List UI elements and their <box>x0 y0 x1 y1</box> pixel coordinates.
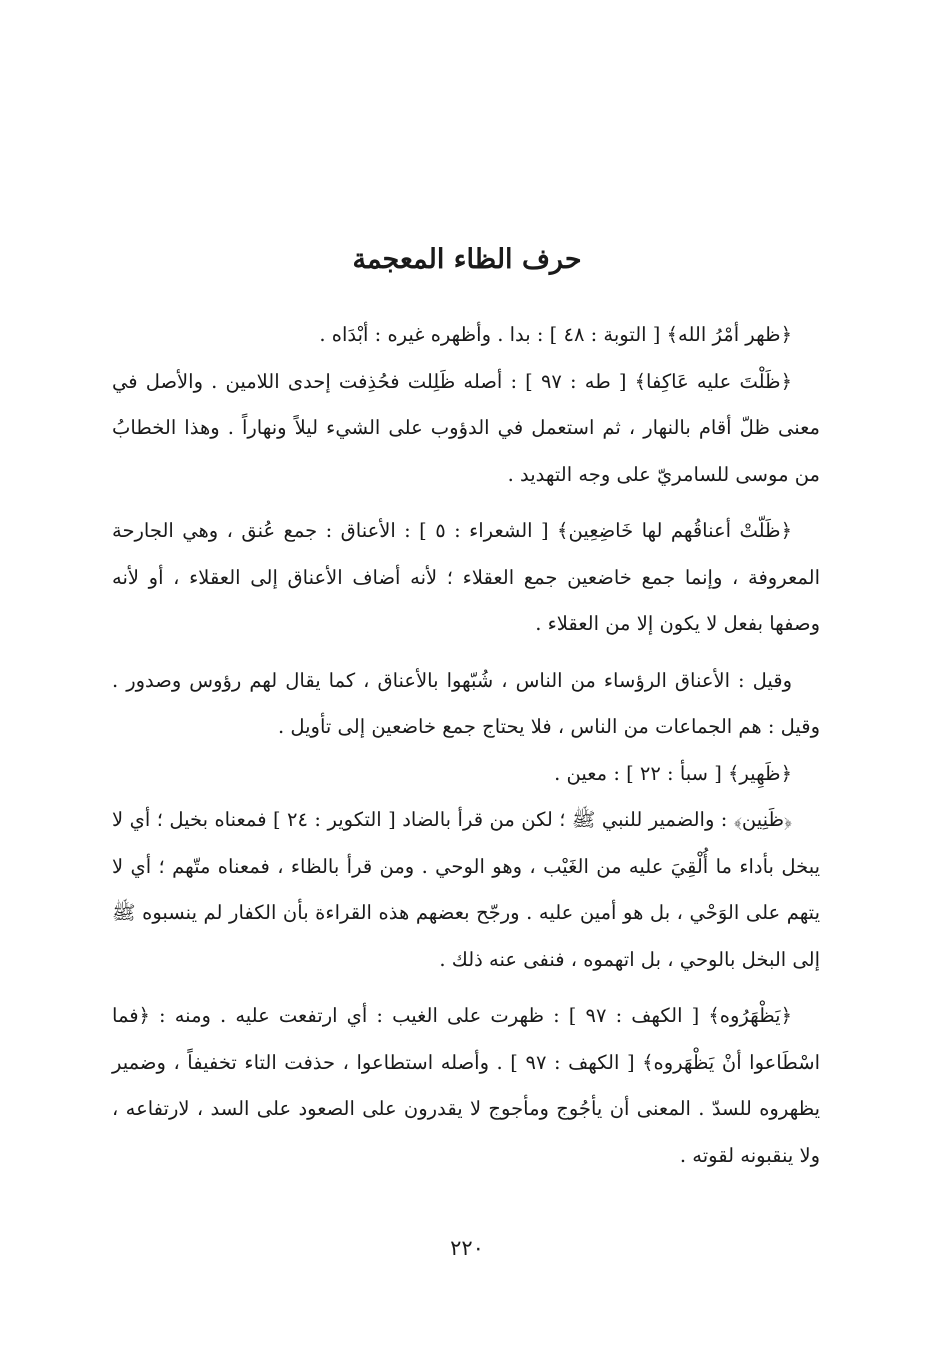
paragraph-1: ﴿ظهر أمْرُ الله﴾ [ التوبة : ٤٨ ] : بدا . وأظهره غيره : أبْدَاه . <box>319 323 792 346</box>
paragraph-5: ﴿ظَهِير﴾ [ سبأ : ٢٢ ] : معين . <box>554 761 792 785</box>
paragraph-4: وقيل : الأعناق الرؤساء من الناس ، شُبّهوا بالأعناق ، كما يقال لهم رؤوس وصدور . وقيل : هم الجماعات من الناس ، فلا يحتاج جمع خاضعين إلى تأويل . <box>112 668 820 738</box>
paragraph-2: ﴿ظَلْتَ عليه عَاكِفا﴾ [ طه : ٩٧ ] : أصله ظَلِلت فحُذِفت إحدى اللامين . والأصل في معنى ظلّ أقام بالنهار ، ثم استعمل في الدؤوب على الشيء ليلاً ونهاراً . وهذا الخطابُ من موسى للسامريّ على وجه التهديد . <box>112 369 820 486</box>
page-number: ٢٢٠ <box>450 1236 484 1260</box>
paragraph-7: ﴿يَظْهَرُوه﴾ [ الكهف : ٩٧ ] : ظهرت على الغيب : أي ارتفعت عليه . ومنه : ﴿فما اسْطَاعوا أنْ يَظْهَروه﴾ [ الكهف : ٩٧ ] . وأصله استطاعوا ، حذفت التاء تخفيفاً ، وضمير يظهروه للسدّ . المعنى أن يأجُوج ومأجوج لا يقدرون على الصعود على السد ، لارتفاعه ، ولا ينقبونه لقوته . <box>112 1004 820 1167</box>
chapter-title: حرف الظاء المعجمة <box>352 244 582 275</box>
body-text <box>112 312 820 1179</box>
paragraph-6: ﴿ظَنِين﴾ : والضمير للنبي ﷺ ؛ لكن من قرأ بالضاد [ التكوير : ٢٤ ] فمعناه بخيل ؛ أي لا يبخل بأداء ما أُلْقِيَ عليه من الغَيْب ، وهو الوحي . ومن قرأ بالظاء ، فمعناه متّهم ؛ أي لا يتهم على الوَحْي ، بل هو أمين عليه . ورجّح بعضهم هذه القراءة بأن الكفار لم ينسبوه ﷺ إلى البخل بالوحي ، بل اتهموه ، فنفى عنه ذلك . <box>112 808 820 971</box>
paragraph-3: ﴿ظَلّتْ أعناقُهم لها خَاضِعِين﴾ [ الشعراء : ٥ ] : الأعناق : جمع عُنق ، وهي الجارحة المعروفة ، وإنما جمع خاضعين جمع العقلاء ؛ لأنه أضاف الأعناق إلى العقلاء ، أو لأنه وصفها بفعل لا يكون إلا من العقلاء . <box>112 519 820 635</box>
